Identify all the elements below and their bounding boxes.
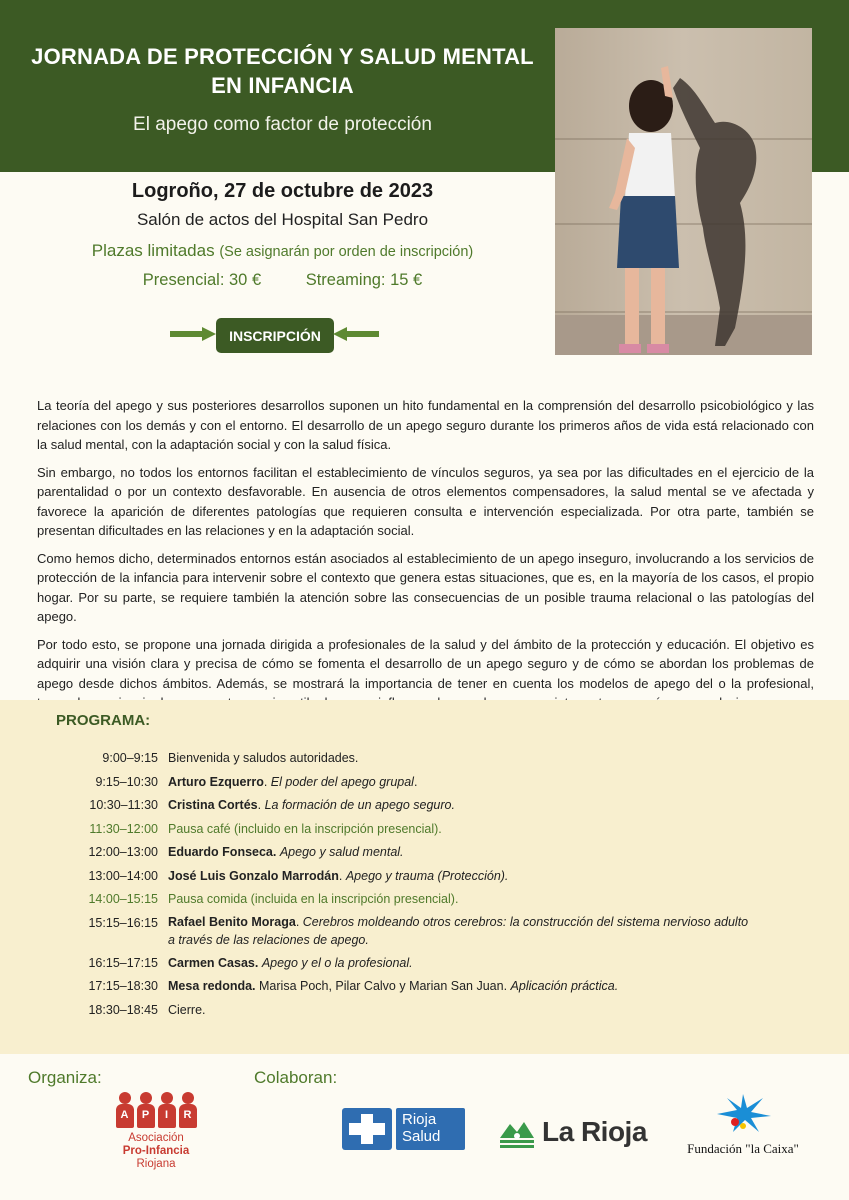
schedule-row-break: [0, 818, 849, 842]
schedule-time: 16:15–17:15: [88, 955, 158, 970]
star-icon: [713, 1092, 773, 1134]
speaker: Rafael Benito Moraga: [168, 914, 296, 929]
organiza-label: Organiza:: [28, 1068, 102, 1087]
schedule: [0, 747, 849, 1022]
rioja-salud-text: [396, 1108, 465, 1150]
panel-names: Marisa Poch, Pilar Calvo y Marian San Juan.: [259, 979, 508, 993]
apir-figures: [110, 1092, 202, 1132]
health-cross-icon: [342, 1108, 392, 1150]
registration-cta: [170, 318, 380, 354]
program-title: PROGRAMA:: [56, 712, 151, 729]
talk-title: Aplicación práctica.: [510, 979, 619, 993]
schedule-desc: Pausa comida (incluida en la inscripción presencial).: [168, 892, 459, 906]
schedule-desc: Cristina Cortés. La formación de un apego seguro.: [168, 798, 455, 812]
schedule-time: 18:30–18:45: [88, 1002, 158, 1017]
event-place: Salón de actos del Hospital San Pedro: [136, 210, 429, 229]
title-line-1: JORNADA DE PROTECCIÓN Y SALUD MENTAL: [31, 44, 534, 69]
colaboran-label: Colaboran:: [254, 1068, 338, 1087]
talk-title: Apego y el o la profesional.: [261, 955, 413, 970]
la-rioja-text: La Rioja: [542, 1116, 647, 1147]
event-date: Logroño, 27 de octubre de 2023: [131, 180, 434, 202]
speaker: Arturo Ezquerro: [168, 774, 264, 789]
schedule-row: [0, 747, 849, 771]
apir-line-3: Riojana: [136, 1158, 176, 1170]
la-caixa-text: Fundación "la Caixa": [687, 1141, 799, 1156]
schedule-desc: [168, 975, 778, 999]
schedule-time: 9:15–10:30: [95, 774, 158, 789]
apir-figure: R: [178, 1092, 198, 1130]
speaker: Mesa redonda.: [168, 979, 256, 993]
schedule-desc: Rafael Benito Moraga. Cerebros moldeando otros cerebros: la construcción del sistema nervioso adulto a través de las relaciones de apego.: [168, 912, 778, 952]
speaker: Eduardo Fonseca.: [168, 845, 277, 859]
talk-title: La formación de un apego seguro.: [264, 798, 455, 812]
apir-figure: I: [157, 1092, 177, 1130]
footer: [0, 1054, 849, 1200]
talk-title: El poder del apego grupal: [270, 774, 414, 789]
child-figure: [555, 28, 812, 355]
speaker: Cristina Cortés: [168, 798, 258, 812]
arrow-left-icon: [333, 327, 379, 341]
child-shadow-photo: [555, 28, 812, 355]
schedule-row: [0, 865, 849, 889]
description-paragraph: Por todo esto, se propone una jornada dirigida a profesionales de la salud y del ámbito de la protección y educación. El objetivo es adquirir una visión clara y precisa de cómo se fomenta el desarrollo de un apego seguro y de cómo se abordan los problemas de apego desde dichos ámbitos. Además, se mostrará la importancia de tener en cuenta los modelos de apego del o la profesional,: [37, 636, 814, 691]
la-caixa-logo: [682, 1092, 804, 1154]
talk-title: Apego y trauma (Protección).: [345, 868, 509, 883]
places-info: [0, 241, 565, 261]
apir-line-1: Asociación: [128, 1132, 184, 1144]
inscripcion-button[interactable]: INSCRIPCIÓN: [216, 318, 334, 353]
schedule-time: 9:00–9:15: [102, 751, 158, 765]
description-paragraph: La teoría del apego y sus posteriores desarrollos suponen un hito fundamental en la comprensión del desarrollo psicobiológico y las relaciones con los demás y con el entorno. El desarrollo de un apego seguro durante los primeros años de vida está relacionado con la salud mental, con la adaptación social y con la salud física.: [37, 398, 814, 452]
schedule-row: [0, 912, 849, 952]
schedule-time: 10:30–11:30: [89, 798, 158, 812]
apir-figure: P: [136, 1092, 156, 1130]
program-section: [0, 700, 849, 1054]
apir-figure: A: [115, 1092, 135, 1130]
schedule-row: [0, 999, 849, 1023]
mountain-icon: [500, 1116, 534, 1148]
places-label: Plazas limitadas: [91, 241, 215, 260]
description-paragraph: Sin embargo, no todos los entornos facilitan el establecimiento de vínculos seguros, ya sea por las dificultades en el ejercicio de la parentalidad o por un contexto desfavorable. En ausencia de otros elementos compensadores, la salud mental se ve afectada y favorece la aparición de diferentes patologías que requieren consulta e intervención especializada. Por otra parte, también se presentan dificultades en las relaciones y en la adaptación social.: [37, 464, 814, 538]
schedule-desc: [168, 841, 778, 865]
schedule-desc: Cierre.: [168, 1002, 206, 1017]
schedule-row: [0, 771, 849, 795]
schedule-row: [0, 975, 849, 999]
salud-line-1: Rioja: [402, 1111, 437, 1128]
apir-logo: [110, 1092, 202, 1174]
schedule-desc: Pausa café (incluido en la inscripción presencial).: [168, 821, 442, 836]
schedule-time: 11:30–12:00: [89, 821, 158, 836]
speaker: Carmen Casas.: [168, 955, 259, 970]
schedule-desc: Bienvenida y saludos autoridades.: [168, 751, 359, 765]
schedule-row: [0, 952, 849, 976]
description: [37, 396, 814, 721]
price-streaming: Streaming: 15 €: [305, 271, 423, 289]
price-presencial: Presencial: 30 €: [142, 271, 262, 289]
description-paragraph: Como hemos dicho, determinados entornos están asociados al establecimiento de un apego inseguro, involucrando a los servicios de protección de la infancia para intervenir sobre el contexto que genera estas situaciones, que es, en la mayoría de los casos, el propio hogar. Por su parte, se requiere también la atención sobre las consecuencias de un posible trauma relacional o las patologías del apego.: [37, 550, 814, 624]
prices: [0, 271, 565, 290]
schedule-desc: [168, 952, 778, 976]
schedule-row-break: [0, 888, 849, 912]
schedule-row: [0, 794, 849, 818]
schedule-desc: Arturo Ezquerro. El poder del apego grupal.: [168, 774, 418, 789]
schedule-row: [0, 841, 849, 865]
page-title: [0, 42, 565, 100]
la-rioja-logo: [500, 1114, 650, 1150]
places-note: (Se asignarán por orden de inscripción): [219, 244, 474, 260]
page-subtitle: El apego como factor de protección: [133, 114, 432, 135]
schedule-time: 15:15–16:15: [88, 915, 158, 930]
talk-title: Apego y salud mental.: [279, 845, 404, 859]
schedule-time: 12:00–13:00: [88, 845, 158, 859]
schedule-time: 14:00–15:15: [88, 892, 158, 906]
event-info: [0, 180, 565, 290]
rioja-salud-logo: [342, 1108, 465, 1150]
talk-title-line2: a través de las relaciones de apego.: [168, 932, 369, 947]
schedule-desc: José Luis Gonzalo Marrodán. Apego y trauma (Protección).: [168, 868, 509, 883]
schedule-time: 17:15–18:30: [88, 979, 158, 993]
arrow-right-icon: [170, 327, 216, 341]
header-text: [0, 42, 565, 136]
title-line-2: EN INFANCIA: [211, 73, 354, 98]
salud-line-2: Salud: [402, 1128, 441, 1145]
talk-title: Cerebros moldeando otros cerebros: la construcción del sistema nervioso adulto: [302, 914, 749, 929]
speaker: José Luis Gonzalo Marrodán: [168, 868, 339, 883]
apir-line-2: Pro-Infancia: [122, 1145, 190, 1157]
schedule-time: 13:00–14:00: [88, 868, 158, 883]
